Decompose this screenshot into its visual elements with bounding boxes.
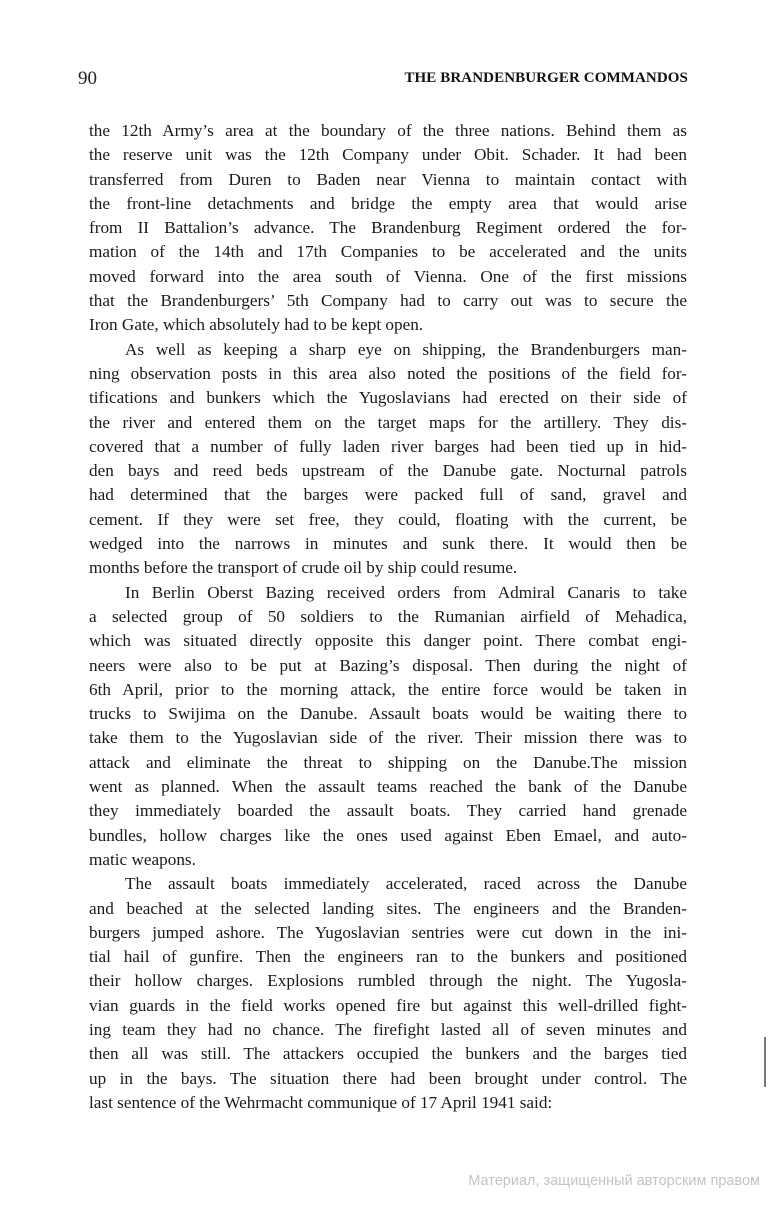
text-line: In Berlin Oberst Bazing received orders from Admiral Canaris to take (125, 582, 687, 602)
text-line: wedged into the narrows in minutes and sunk there. It would then be (89, 534, 687, 554)
text-line: take them to the Yugoslavian side of the river. Their mission there was to (89, 728, 687, 748)
page-header (78, 68, 688, 96)
text-line: trucks to Swijima on the Danube. Assault boats would be waiting there to (89, 704, 687, 724)
text-line: cement. If they were set free, they could, floating with the current, be (89, 509, 687, 529)
paragraph (89, 581, 687, 873)
paragraph (89, 119, 687, 338)
text-line: neers were also to be put at Bazing’s disposal. Then during the night of (89, 655, 687, 675)
running-head: THE BRANDENBURGER COMMANDOS (404, 70, 688, 86)
text-line: the reserve unit was the 12th Company under Obit. Schader. It had been (89, 145, 687, 165)
text-line: months before the transport of crude oil by ship could resume. (89, 558, 518, 578)
text-line: a selected group of 50 soldiers to the Rumanian airfield of Mehadica, (89, 606, 687, 626)
text-line: 6th April, prior to the morning attack, the entire force would be taken in (89, 679, 687, 699)
text-line: Iron Gate, which absolutely had to be kept open. (89, 315, 424, 335)
text-line: mation of the 14th and 17th Companies to be accelerated and the units (89, 242, 687, 262)
text-line: their hollow charges. Explosions rumbled through the night. The Yugosla- (89, 971, 687, 991)
text-line: went as planned. When the assault teams reached the bank of the Danube (89, 777, 687, 797)
text-line: which was situated directly opposite this danger point. There combat engi- (89, 631, 687, 651)
paragraph (89, 338, 687, 581)
text-line: ning observation posts in this area also noted the positions of the field for- (89, 363, 687, 383)
text-line: den bays and reed beds upstream of the Danube gate. Nocturnal patrols (89, 461, 687, 481)
text-line: The assault boats immediately accelerated, raced across the Danube (125, 874, 687, 894)
text-line: the river and entered them on the target maps for the artillery. They dis- (89, 412, 687, 432)
page-number: 90 (78, 68, 97, 89)
text-line: the 12th Army’s area at the boundary of the three nations. Behind them as (89, 121, 687, 140)
body-text (89, 119, 687, 1115)
text-line: and beached at the selected landing sites. The engineers and the Branden- (89, 898, 687, 918)
paragraph (89, 872, 687, 1115)
text-line: tial hail of gunfire. Then the engineers ran to the bunkers and positioned (89, 947, 687, 967)
text-line: burgers jumped ashore. The Yugoslavian sentries were cut down in the ini- (89, 922, 687, 942)
text-line: last sentence of the Wehrmacht communique of 17 April 1941 said: (89, 1092, 553, 1112)
text-line: As well as keeping a sharp eye on shipping, the Brandenburgers man- (125, 339, 687, 359)
text-line: transferred from Duren to Baden near Vienna to maintain contact with (89, 169, 687, 189)
text-line: up in the bays. The situation there had been brought under control. The (89, 1068, 687, 1088)
margin-mark (764, 1037, 766, 1087)
text-line: that the Brandenburgers’ 5th Company had to carry out was to secure the (89, 291, 687, 311)
text-line: from II Battalion’s advance. The Brandenburg Regiment ordered the for- (89, 218, 687, 238)
text-line: vian guards in the field works opened fire but against this well-drilled fight- (89, 995, 687, 1015)
text-line: bundles, hollow charges like the ones used against Eben Emael, and auto- (89, 825, 687, 845)
text-line: covered that a number of fully laden river barges had been tied up in hid- (89, 436, 687, 456)
text-line: tifications and bunkers which the Yugoslavians had erected on their side of (89, 388, 687, 408)
text-line: ing team they had no chance. The firefight lasted all of seven minutes and (89, 1019, 687, 1039)
text-line: then all was still. The attackers occupied the bunkers and the barges tied (89, 1044, 687, 1064)
text-line: matic weapons. (89, 849, 196, 869)
text-line: the front-line detachments and bridge the empty area that would arise (89, 193, 687, 213)
text-line: they immediately boarded the assault boats. They carried hand grenade (89, 801, 687, 821)
text-line: had determined that the barges were packed full of sand, gravel and (89, 485, 687, 505)
text-line: moved forward into the area south of Vienna. One of the first missions (89, 266, 687, 286)
text-line: attack and eliminate the threat to shipping on the Danube.The mission (89, 752, 687, 772)
copyright-watermark: Материал, защищенный авторским правом (468, 1173, 760, 1189)
